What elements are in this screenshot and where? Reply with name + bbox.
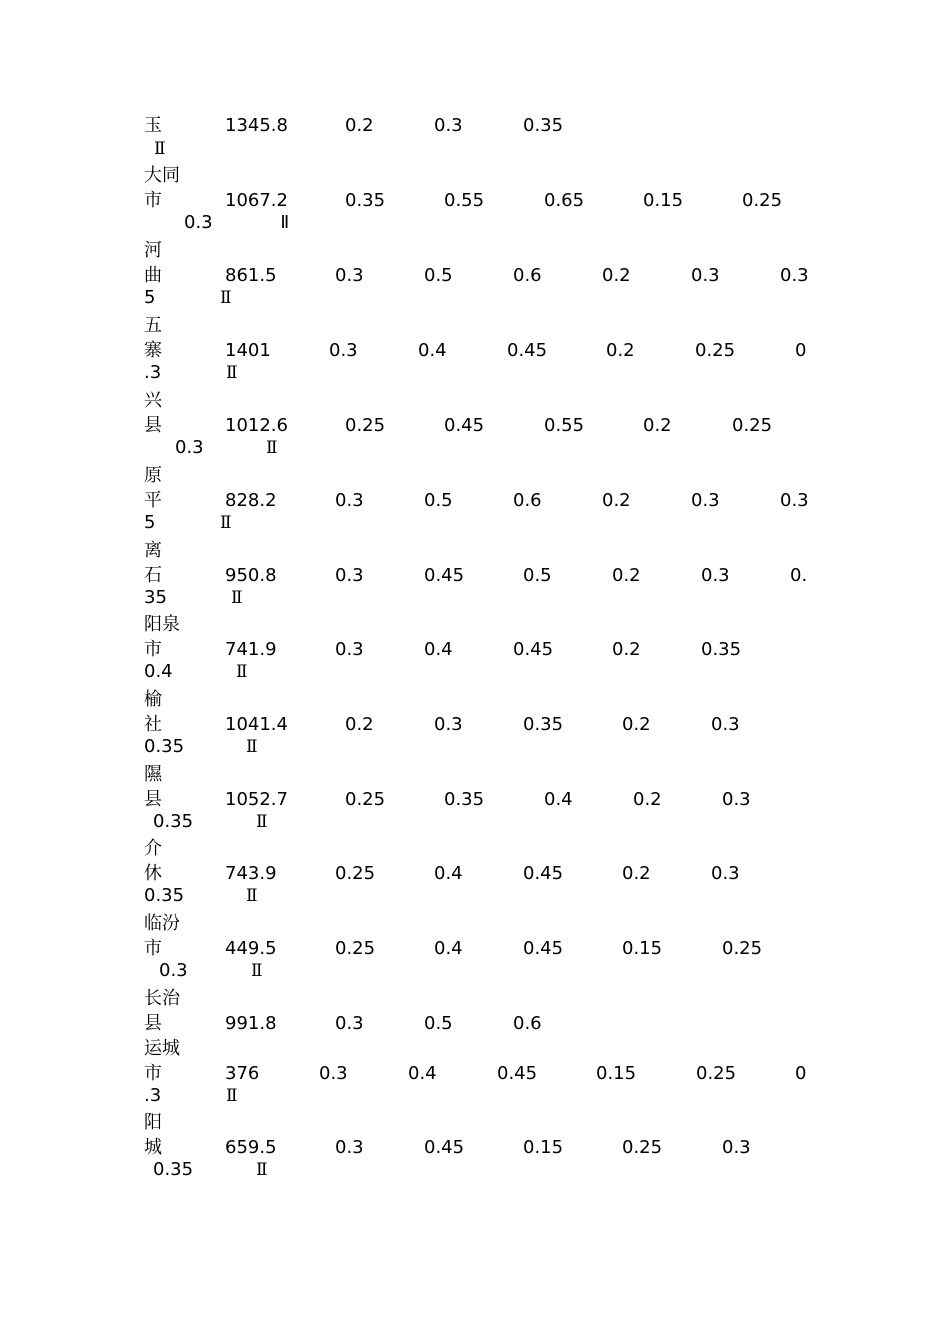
station-name: 离 (144, 540, 162, 561)
elevation-value: 1012.6 (225, 415, 288, 436)
value-cell: 0.55 (544, 415, 585, 436)
value-cell: 0.2 (612, 565, 641, 586)
zone-class: Ⅱ (220, 288, 232, 308)
value-cell: 0.3 (711, 714, 740, 735)
station-name: 五 (144, 315, 162, 336)
value-cell: 0.45 (523, 863, 564, 884)
station-record (144, 1112, 824, 1186)
station-record (144, 390, 824, 464)
value-cell: 0.2 (602, 265, 631, 286)
value-cell: 0.5 (523, 565, 552, 586)
elevation-value: 950.8 (225, 565, 277, 586)
value-cell: 0.15 (643, 190, 684, 211)
elevation-value: 828.2 (225, 490, 277, 511)
wrapped-value: 0.3 (159, 960, 188, 981)
value-cell: 0.3 (319, 1063, 348, 1084)
value-cell: 0.4 (424, 639, 453, 660)
zone-class: Ⅱ (231, 588, 243, 608)
value-cell: 0.3 (722, 789, 751, 810)
value-cell: 0.25 (335, 863, 376, 884)
station-name-cont: 县 (144, 1013, 162, 1034)
station-record (144, 240, 824, 314)
wrapped-tail: 0.3 Ⅱ (184, 212, 290, 233)
value-cell: 0.25 (742, 190, 783, 211)
elevation-value: 1067.2 (225, 190, 288, 211)
value-cell: 0.25 (345, 789, 386, 810)
value-cell: 0.35 (444, 789, 485, 810)
value-cell: 0.4 (418, 340, 447, 361)
value-cell: 0.3 (780, 490, 809, 511)
value-cell: 0.6 (513, 490, 542, 511)
value-cell: 0.3 (701, 565, 730, 586)
station-record (144, 465, 824, 539)
value-cell: 0.35 (345, 190, 386, 211)
value-cell: 0.25 (732, 415, 773, 436)
value-cell: 0.25 (345, 415, 386, 436)
value-cell: 0.15 (622, 938, 663, 959)
station-name: 大同 (144, 165, 180, 186)
elevation-value: 449.5 (225, 938, 277, 959)
zone-class: Ⅱ (266, 438, 278, 458)
elevation-value: 991.8 (225, 1013, 277, 1034)
elevation-value: 376 (225, 1063, 260, 1084)
station-name-cont: 休 (144, 863, 162, 884)
wrapped-value: 35 (144, 587, 167, 608)
station-name: 介 (144, 838, 162, 859)
value-cell: 0.3 (329, 340, 358, 361)
station-name-cont: 石 (144, 565, 162, 586)
value-cell: 0.3 (434, 115, 463, 136)
station-name-cont: 城 (144, 1137, 162, 1158)
zone-class: Ⅱ (236, 662, 248, 682)
value-cell: 0.35 (523, 714, 564, 735)
value-cell: 0.3 (335, 1137, 364, 1158)
value-cell: 0.5 (424, 265, 453, 286)
value-cell: 0.3 (335, 639, 364, 660)
value-cell: 0.2 (643, 415, 672, 436)
value-cell: 0.3 (335, 490, 364, 511)
station-record (144, 689, 824, 763)
value-cell: 0.4 (408, 1063, 437, 1084)
station-record (144, 315, 824, 389)
value-cell: 0.3 (335, 265, 364, 286)
zone-class: Ⅱ (256, 812, 268, 832)
station-record (144, 165, 824, 239)
station-name: 榆 (144, 689, 162, 710)
value-cell: 0.3 (434, 714, 463, 735)
station-record (144, 913, 824, 987)
value-cell: 0.4 (434, 863, 463, 884)
wrapped-value: 0.3 (175, 437, 204, 458)
station-name-cont: 市 (144, 639, 162, 660)
elevation-value: 1345.8 (225, 115, 288, 136)
station-name-cont: 县 (144, 789, 162, 810)
elevation-value: 1052.7 (225, 789, 288, 810)
zone-class: Ⅱ (251, 961, 263, 981)
station-name-cont: 市 (144, 190, 162, 211)
zone-class: Ⅱ (226, 1086, 238, 1106)
value-cell: 0.4 (544, 789, 573, 810)
station-name-cont: 市 (144, 1063, 162, 1084)
value-cell: 0.2 (602, 490, 631, 511)
station-name-cont: 县 (144, 415, 162, 436)
value-cell: 0.45 (497, 1063, 538, 1084)
value-cell: 0.65 (544, 190, 585, 211)
value-cell: 0.2 (606, 340, 635, 361)
value-cell: 0.3 (722, 1137, 751, 1158)
station-name-cont: 市 (144, 938, 162, 959)
value-cell: 0.25 (335, 938, 376, 959)
value-cell: 0.5 (424, 490, 453, 511)
station-name-cont: 平 (144, 490, 162, 511)
station-record (144, 838, 824, 912)
value-cell: 0.35 (523, 115, 564, 136)
value-cell: 0 (795, 1063, 807, 1084)
wrapped-value: 0.4 (144, 661, 173, 682)
value-cell: 0.2 (622, 714, 651, 735)
value-cell: 0.3 (711, 863, 740, 884)
value-cell: 0.2 (612, 639, 641, 660)
value-cell: 0.55 (444, 190, 485, 211)
wrapped-value: .3 (144, 1085, 162, 1106)
value-cell: 0.6 (513, 1013, 542, 1034)
station-name: 临汾 (144, 913, 180, 934)
station-name: 河 (144, 240, 162, 261)
wrapped-value: .3 (144, 362, 162, 383)
value-cell: 0.3 (691, 265, 720, 286)
elevation-value: 741.9 (225, 639, 277, 660)
zone-class: Ⅱ (220, 513, 232, 533)
value-cell: 0.4 (434, 938, 463, 959)
station-name-cont: 寨 (144, 340, 162, 361)
zone-class: Ⅱ (246, 737, 258, 757)
station-name: 隰 (144, 764, 162, 785)
wrapped-value: 5 (144, 512, 156, 533)
station-name: 运城 (144, 1038, 180, 1059)
value-cell: 0.25 (696, 1063, 737, 1084)
value-cell: 0.3 (780, 265, 809, 286)
zone-class: Ⅱ (226, 363, 238, 383)
value-cell: 0.45 (513, 639, 554, 660)
station-name: 兴 (144, 390, 162, 411)
value-cell: 0.2 (345, 714, 374, 735)
station-name: 原 (144, 465, 162, 486)
station-record (144, 1038, 824, 1112)
elevation-value: 1401 (225, 340, 271, 361)
value-cell: 0.2 (633, 789, 662, 810)
elevation-value: 861.5 (225, 265, 277, 286)
value-cell: 0.45 (424, 565, 465, 586)
station-name-cont: 曲 (144, 265, 162, 286)
wrapped-value: 0.35 (153, 1159, 194, 1180)
value-cell: 0.45 (507, 340, 548, 361)
zone-class: Ⅱ (154, 139, 166, 159)
zone-class: Ⅱ (246, 886, 258, 906)
value-cell: 0.45 (523, 938, 564, 959)
value-cell: 0.5 (424, 1013, 453, 1034)
wrapped-value: 0.35 (144, 885, 185, 906)
station-record (144, 764, 824, 838)
elevation-value: 659.5 (225, 1137, 277, 1158)
value-cell: 0.3 (691, 490, 720, 511)
elevation-value: 743.9 (225, 863, 277, 884)
zone-class: Ⅱ (256, 1160, 268, 1180)
value-cell: 0. (790, 565, 808, 586)
wrapped-value: 0.35 (144, 736, 185, 757)
value-cell: 0.25 (622, 1137, 663, 1158)
wrapped-value: 5 (144, 287, 156, 308)
value-cell: 0.35 (701, 639, 742, 660)
value-cell: 0.45 (424, 1137, 465, 1158)
station-name-cont: 社 (144, 714, 162, 735)
station-name: 阳 (144, 1112, 162, 1133)
station-record (144, 614, 824, 688)
elevation-value: 1041.4 (225, 714, 288, 735)
value-cell: 0.3 (335, 565, 364, 586)
value-cell: 0.15 (523, 1137, 564, 1158)
station-name: 阳泉 (144, 614, 180, 635)
value-cell: 0.25 (695, 340, 736, 361)
value-cell: 0.6 (513, 265, 542, 286)
value-cell: 0.15 (596, 1063, 637, 1084)
value-cell: 0.25 (722, 938, 763, 959)
value-cell: 0.45 (444, 415, 485, 436)
station-name: 长治 (144, 988, 180, 1009)
value-cell: 0 (795, 340, 807, 361)
wrapped-value: 0.35 (153, 811, 194, 832)
value-cell: 0.2 (345, 115, 374, 136)
value-cell: 0.3 (335, 1013, 364, 1034)
station-record (144, 540, 824, 614)
station-name: 玉 (144, 115, 162, 136)
value-cell: 0.2 (622, 863, 651, 884)
